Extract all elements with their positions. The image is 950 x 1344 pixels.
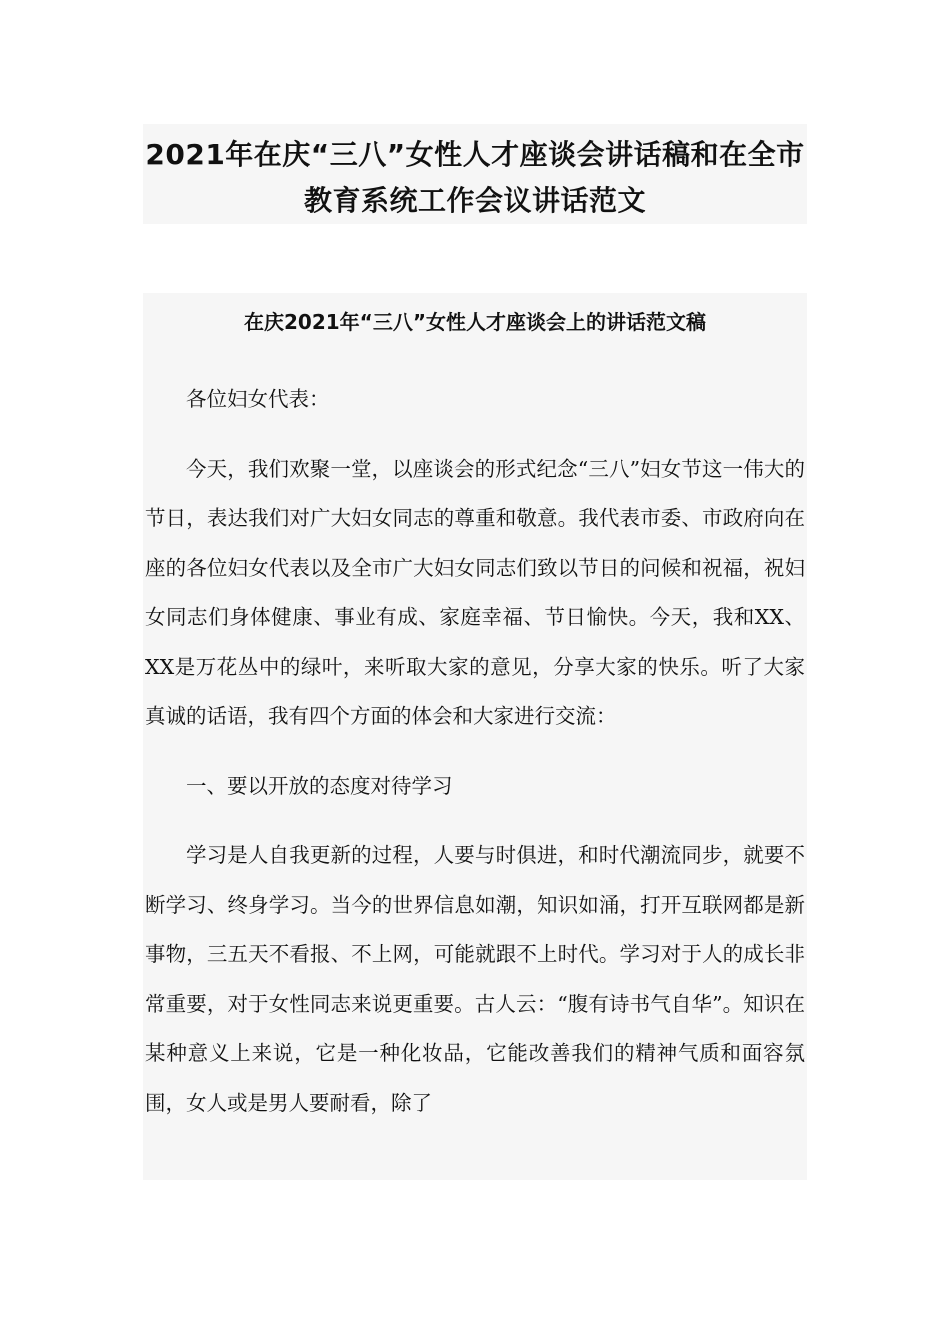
section-heading-learning: 一、要以开放的态度对待学习 (186, 773, 453, 798)
document-title: 2021年在庆“三八”女性人才座谈会讲话稿和在全市教育系统工作会议讲话范文 (145, 138, 805, 217)
document-title-block (143, 124, 807, 224)
speech-body (143, 293, 807, 1180)
speech-title: 在庆2021年“三八”女性人才座谈会上的讲话范文稿 (244, 310, 706, 334)
speech-paragraph-opening: 今天，我们欢聚一堂，以座谈会的形式纪念“三八”妇女节这一伟大的节日，表达我们对广大妇女同志的尊重和敬意。我代表市委、市政府向在座的各位妇女代表以及全市广大妇女同志们致以节日的问候和祝福，祝妇女同志们身体健康、事业有成、家庭幸福、节日愉快。今天，我和XX、XX是万花丛中的绿叶，来听取大家的意见，分享大家的快乐。听了大家真诚的话语，我有四个方面的体会和大家进行交流： (145, 456, 805, 728)
speech-paragraph-learning: 学习是人自我更新的过程，人要与时俱进，和时代潮流同步，就要不断学习、终身学习。当今的世界信息如潮，知识如涌，打开互联网都是新事物，三五天不看报、不上网，可能就跟不上时代。学习对于人的成长非常重要，对于女性同志来说更重要。古人云：“腹有诗书气自华”。知识在某种意义上来说，它是一种化妆品，它能改善我们的精神气质和面容氛围，女人或是男人要耐看，除了 (145, 843, 805, 1115)
speech-greeting: 各位妇女代表： (186, 387, 330, 411)
